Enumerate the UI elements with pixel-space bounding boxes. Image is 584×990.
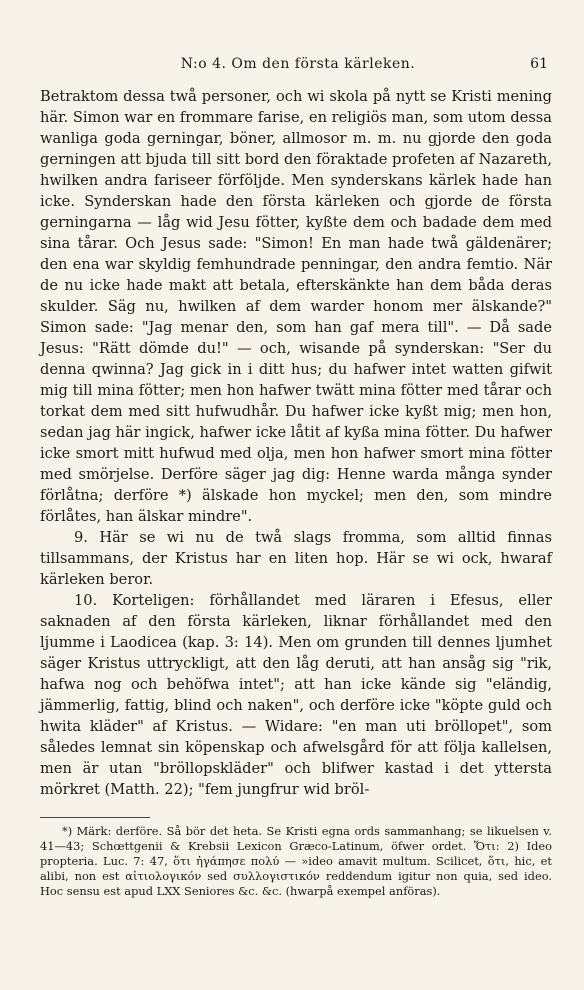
paragraph-3: 10. Korteligen: förhållandet med läraren i Efesus, eller saknaden af den första kärleken, liknar förhållandet med den ljumme i Laodicea (kap. 3: 14). Men om grunden till dennes ljumhet säger Kristus uttryckligt, att den låg deruti, att han ansåg sig "rik, hafwa nog och behöfwa intet"; att han icke kände sig "eländig, jämmerlig, fattig, blind och naken", och derföre icke "köpte guld och hwita kläder" af Kristus. — Widare: "en man uti bröllopet", som således lemnat sin köpenskap och afwelsgård för att följa kallelsen, men är utan "bröllopskläder" och blifwer kastad i det yttersta mörkret (Matth. 22); "fem jungfrur wid bröl-: [40, 592, 552, 798]
footnote: [40, 824, 552, 899]
main-text: [40, 86, 552, 800]
paragraph-1: Betraktom dessa twå personer, och wi skola på nytt se Kristi mening här. Simon war en frommare farise, en religiös man, som utom dessa wanliga goda gerningar, böner, allmosor m. m. nu gjorde den goda gerningen att bjuda till sitt bord den föraktade profeten af Nazareth, hwilken andra fariseer förföljde. Men synderskans kärlek hade han icke. Synderskan hade den första kärleken och gjorde de första gerningarna — låg wid Jesu fötter, kyßte dem och badade dem med sina tårar. Och Jesus sade: "Simon! En man hade twå gäldenärer; den ena war skyldig femhundrade penningar, den andra femtio. När de nu icke hade makt att betala, efterskänkte han dem båda deras skulder. Säg nu, hwilken af dem warder honom mer älskande?" Simon sade: "Jag menar den, som han gaf mera till". — Då sade Jesus: "Rätt dömde du!" — och, wisande på synderskan: "Ser du denna qwinna? Jag gick in i ditt hus; du hafwer intet watten gifwit mig till mina fötter; men hon hafwer twätt mina fötter med tårar och torkat dem med sitt hufwudhår. Du hafwer icke kyßt mig; men hon, sedan jag här ingick, hafwer icke låtit af kyßa mina fötter. Du hafwer icke smort mitt hufwud med olja, men hon hafwer smort mina fötter med smörjelse. Derföre säger jag dig: Henne warda många synder förlåtna; derföre *) älskade hon myckel; men den, som mindre förlåtes, han älskar mindre".: [40, 88, 552, 525]
paragraph-2: 9. Här se wi nu de twå slags fromma, som alltid finnas tillsammans, der Kristus har en liten hop. Här se wi ock, hwaraf kärleken beror.: [40, 529, 552, 588]
page-number: 61: [530, 56, 548, 72]
footnote-divider: [40, 817, 150, 818]
chapter-title: N:o 4. Om den första kärleken.: [180, 56, 416, 72]
running-header: [38, 56, 558, 80]
footnote-text: *) Märk: derföre. Så bör det heta. Se Kristi egna ords sammanhang; se likuelsen v. 41—43; Schœttgenii & Krebsii Lexicon Græco-Latinum, öfwer ordet. Ὅτι: 2) Ideo propteria. Luc. 7: 47, ὅτι ἠγάπησε πολύ — »ideo amavit multum. Scilicet, ὅτι, hic, et alibi, non est αἰτιολογικόν sed συλλογιστικόν reddendum igitur non quia, sed ideo. Hoc sensu est apud LXX Seniores &c. &c. (hwarpå exempel anföras).: [40, 824, 552, 898]
